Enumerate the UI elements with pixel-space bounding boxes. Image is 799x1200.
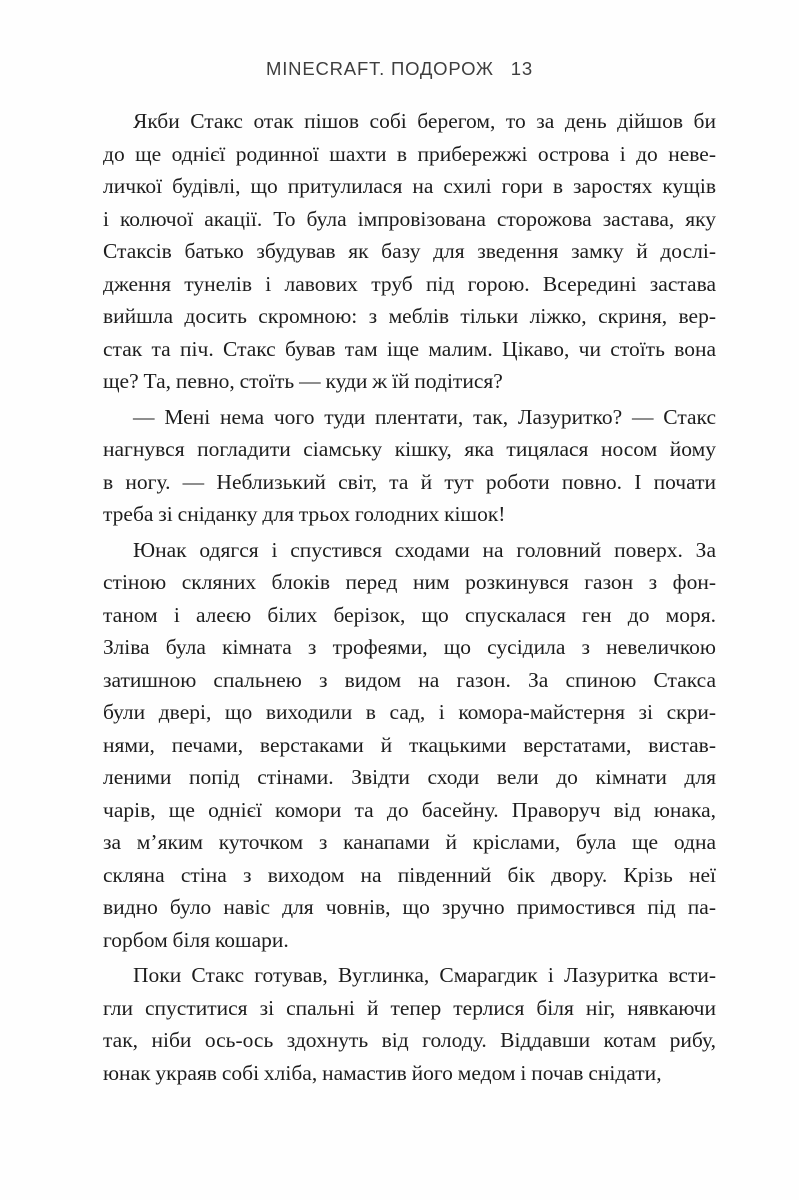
page-body	[103, 105, 716, 1089]
text-line: чарів, ще однієї комори та до басейну. Праворуч від юнака,	[103, 797, 716, 822]
text-line: стак та піч. Стакс бував там іще малим. Цікаво, чи стоїть вона	[103, 336, 716, 361]
text-line: личкої будівлі, що притулилася на схилі гори в заростях кущів	[103, 174, 716, 198]
text-line: ще? Та, певно, стоїть — куди ж їй подітися?	[103, 369, 503, 393]
text-line: Якби Стакс отак пішов собі берегом, то за день дійшов би	[133, 109, 716, 133]
paragraph	[103, 959, 716, 1089]
text-line: Поки Стакс готував, Вуглинка, Смарагдик і Лазуритка всти-	[133, 963, 716, 987]
book-title: MINECRAFT. ПОДОРОЖ	[266, 58, 494, 79]
text-line: стіною скляних блоків перед ним розкинувся газон з фон-	[103, 570, 716, 594]
paragraph	[103, 401, 716, 531]
text-line: і колючої акації. То була імпровізована сторожова застава, яку	[103, 206, 716, 231]
text-line: леними попід стінами. Звідти сходи вели до кімнати для	[103, 765, 716, 789]
paragraph	[103, 534, 716, 957]
text-line: Зліва була кімната з трофеями, що сусідила з невеличкою	[103, 635, 716, 659]
page-number: 13	[510, 58, 533, 79]
text-line: — Мені нема чого туди плентати, так, Лазуритко? — Стакс	[133, 404, 716, 429]
text-line: за м’яким куточком з канапами й кріслами, була ще одна	[103, 830, 716, 854]
text-line: скляна стіна з виходом на південний бік двору. Крізь неї	[103, 862, 716, 887]
text-line: Юнак одягся і спустився сходами на головний поверх. За	[133, 537, 716, 562]
text-line: юнак украяв собі хліба, намастив його медом і почав снідати,	[103, 1060, 662, 1085]
text-line: затишною спальнею з видом на газон. За спиною Стакса	[103, 667, 716, 692]
text-line: нями, печами, верстаками й ткацькими верстатами, вистав-	[103, 732, 716, 757]
text-line: до ще однієї родинної шахти в прибережжі острова і до неве-	[103, 141, 716, 166]
text-line: горбом біля кошари.	[103, 927, 289, 952]
text-line: видно було навіс для човнів, що зручно примостився під па-	[103, 895, 716, 919]
text-line: Стаксів батько збудував як базу для зведення замку й дослі-	[103, 239, 716, 263]
text-line: так, ніби ось-ось здохнуть від голоду. Віддавши котам рибу,	[103, 1028, 716, 1052]
text-line: в ногу. — Неблизький світ, та й тут роботи повно. І почати	[103, 469, 716, 494]
text-line: були двері, що виходили в сад, і комора-майстерня зі скри-	[103, 700, 716, 724]
text-line: вийшла досить скромною: з меблів тільки ліжко, скриня, вер-	[103, 304, 716, 328]
text-line: нагнувся погладити сіамську кішку, яка тицялася носом йому	[103, 437, 716, 461]
text-line: гли спуститися зі спальні й тепер терлися біля ніг, нявкаючи	[103, 995, 716, 1020]
text-line: треба зі сніданку для трьох голодних кішок!	[103, 502, 506, 526]
running-header	[0, 0, 799, 81]
text-line: дження тунелів і лавових труб під горою. Всередині застава	[103, 271, 716, 296]
text-line: таном і алеєю білих берізок, що спускалася ген до моря.	[103, 602, 716, 627]
paragraph	[103, 105, 716, 398]
